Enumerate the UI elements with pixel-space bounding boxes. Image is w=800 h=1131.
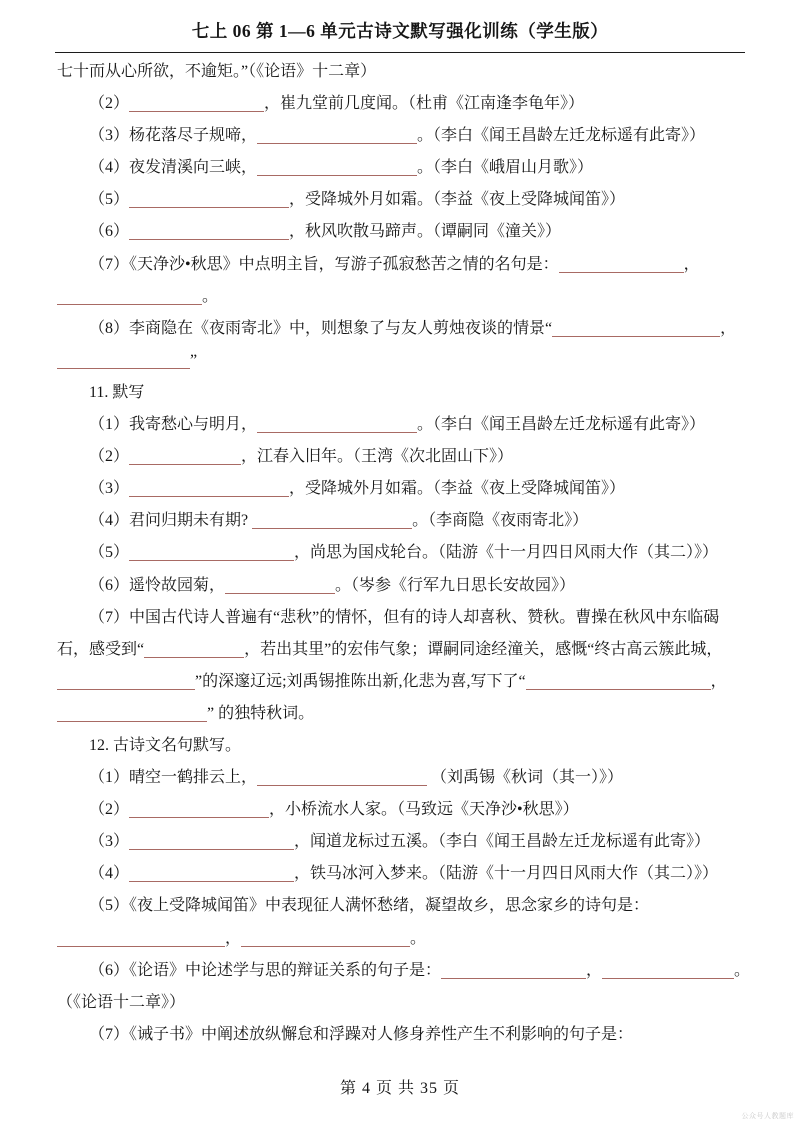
content-line xyxy=(57,281,750,313)
content-line xyxy=(57,184,750,216)
text-segment: （2） xyxy=(89,801,130,819)
text-segment: （5） xyxy=(89,191,130,209)
content-line xyxy=(57,88,750,120)
content-line xyxy=(57,120,750,152)
answer-blank xyxy=(129,463,241,465)
text-segment: （7）中国古代诗人普遍有“悲秋”的情怀，但有的诗人却喜秋、赞秋。曹操在秋风中东临碣 xyxy=(89,608,720,626)
answer-blank xyxy=(129,816,269,818)
text-segment: ， xyxy=(710,672,727,690)
answer-blank xyxy=(129,880,294,882)
answer-blank xyxy=(129,495,289,497)
text-segment: ，崔九堂前几度闻。（杜甫《江南逢李龟年》） xyxy=(264,95,585,113)
text-segment: （3） xyxy=(89,833,130,851)
content-line xyxy=(57,473,750,505)
answer-blank xyxy=(241,945,410,947)
text-segment: （7）《天净沙•秋思》中点明主旨，写游子孤寂愁苦之情的名句是： xyxy=(89,255,559,273)
content-line xyxy=(57,666,750,698)
text-segment: 。 xyxy=(410,929,427,947)
content-line xyxy=(57,987,750,1019)
content-line xyxy=(57,152,750,184)
answer-blank xyxy=(602,977,734,979)
answer-blank xyxy=(57,945,225,947)
watermark: 公众号人教题库 xyxy=(741,1112,794,1120)
text-segment: 石，感受到“ xyxy=(57,640,145,658)
text-segment: 。（李白《峨眉山月歌》） xyxy=(417,159,594,177)
content-line xyxy=(57,826,750,858)
text-segment: （5）《夜上受降城闻笛》中表现征人满怀愁绪，凝望故乡，思念家乡的诗句是： xyxy=(89,897,650,915)
content-line xyxy=(57,762,750,794)
text-segment: （4）君问归期未有期? xyxy=(89,512,253,530)
answer-blank xyxy=(257,174,417,176)
text-segment: （《论语十二章》） xyxy=(57,993,186,1011)
answer-blank xyxy=(57,688,195,690)
content-line xyxy=(57,794,750,826)
answer-blank xyxy=(129,559,294,561)
answer-blank xyxy=(257,784,427,786)
document-body xyxy=(57,56,750,1051)
content-line xyxy=(57,570,750,602)
content-line xyxy=(57,409,750,441)
text-segment: 。（李商隐《夜雨寄北》） xyxy=(412,512,589,530)
answer-blank xyxy=(57,303,202,305)
content-line xyxy=(57,56,750,88)
text-segment: 。 xyxy=(734,961,751,979)
text-segment: ，若出其里”的宏伟气象；谭嗣同途经潼关，感慨“终古高云簇此城， xyxy=(244,640,723,658)
answer-blank xyxy=(257,431,417,433)
content-line xyxy=(57,1019,750,1051)
header-rule xyxy=(55,52,745,53)
text-segment: ，江春入旧年。（王湾《次北固山下》） xyxy=(241,448,514,466)
answer-blank xyxy=(129,848,294,850)
text-segment: （1）晴空一鹤排云上， xyxy=(89,769,258,787)
content-line xyxy=(57,249,750,281)
text-segment: 。 xyxy=(202,287,219,305)
content-line xyxy=(57,634,750,666)
content-line xyxy=(57,923,750,955)
answer-blank xyxy=(129,206,289,208)
text-segment: ，闻道龙标过五溪。（李白《闻王昌龄左迁龙标遥有此寄》） xyxy=(294,833,711,851)
content-line xyxy=(57,602,750,634)
text-segment: ， xyxy=(720,319,737,337)
text-segment: ，秋风吹散马蹄声。（谭嗣同《潼关》） xyxy=(289,223,562,241)
text-segment: ， xyxy=(586,961,603,979)
content-line xyxy=(57,313,750,345)
text-segment: 12. 古诗文名句默写。 xyxy=(89,736,242,754)
text-segment: （4） xyxy=(89,865,130,883)
content-line xyxy=(57,858,750,890)
page-title: 七上 06 第 1—6 单元古诗文默写强化训练（学生版） xyxy=(191,21,609,41)
text-segment: 。（李白《闻王昌龄左迁龙标遥有此寄》） xyxy=(417,416,706,434)
text-segment: ，受降城外月如霜。（李益《夜上受降城闻笛》） xyxy=(289,480,626,498)
answer-blank xyxy=(257,142,417,144)
text-segment: （刘禹锡《秋词（其一）》） xyxy=(427,769,624,787)
text-segment: ，小桥流水人家。（马致远《天净沙•秋思》） xyxy=(269,801,579,819)
text-segment: 。（岑参《行军九日思长安故园》） xyxy=(335,576,576,594)
answer-blank xyxy=(129,110,264,112)
text-segment: （8）李商隐在《夜雨寄北》中，则想象了与友人剪烛夜谈的情景“ xyxy=(89,319,553,337)
text-segment: （5） xyxy=(89,544,130,562)
answer-blank xyxy=(559,271,684,273)
content-line xyxy=(57,537,750,569)
content-line xyxy=(57,890,750,922)
content-line xyxy=(57,377,750,409)
text-segment: ，铁马冰河入梦来。（陆游《十一月四日风雨大作（其二）》） xyxy=(294,865,719,883)
text-segment: ， xyxy=(225,929,242,947)
text-segment: （2） xyxy=(89,95,130,113)
answer-blank xyxy=(57,367,190,369)
answer-blank xyxy=(441,977,586,979)
text-segment: （3）杨花落尽子规啼， xyxy=(89,127,258,145)
answer-blank xyxy=(57,720,207,722)
text-segment: （6）遥怜故园菊， xyxy=(89,576,226,594)
text-segment: ” 的独特秋词。 xyxy=(207,704,315,722)
content-line xyxy=(57,505,750,537)
text-segment: （2） xyxy=(89,448,130,466)
text-segment: 七十而从心所欲，不逾矩。”（《论语》十二章） xyxy=(57,63,377,80)
content-line xyxy=(57,955,750,987)
text-segment: ， xyxy=(683,255,700,273)
text-segment: ，受降城外月如霜。（李益《夜上受降城闻笛》） xyxy=(289,191,626,209)
text-segment: （1）我寄愁心与明月， xyxy=(89,416,258,434)
text-segment: （4）夜发清溪向三峡， xyxy=(89,159,258,177)
text-segment: ” xyxy=(190,351,198,369)
text-segment: 。（李白《闻王昌龄左迁龙标遥有此寄》） xyxy=(417,127,706,145)
text-segment: （6） xyxy=(89,223,130,241)
content-line xyxy=(57,698,750,730)
answer-blank xyxy=(552,335,720,337)
text-segment: （7）《诫子书》中阐述放纵懈怠和浮躁对人修身养性产生不利影响的句子是： xyxy=(89,1025,634,1043)
text-segment: 11. 默写 xyxy=(89,383,145,401)
answer-blank xyxy=(225,592,335,594)
answer-blank xyxy=(252,527,412,529)
text-segment: （3） xyxy=(89,480,130,498)
text-segment: （6）《论语》中论述学与思的辩证关系的句子是： xyxy=(89,961,442,979)
content-line xyxy=(57,216,750,248)
text-segment: ，尚思为国戍轮台。（陆游《十一月四日风雨大作（其二）》） xyxy=(294,544,719,562)
text-segment: ”的深邃辽远;刘禹锡推陈出新,化悲为喜,写下了“ xyxy=(195,672,526,690)
answer-blank xyxy=(129,238,289,240)
page-number: 第 4 页 共 35 页 xyxy=(339,1080,460,1097)
answer-blank xyxy=(526,688,711,690)
content-line xyxy=(57,441,750,473)
answer-blank xyxy=(144,656,244,658)
content-line xyxy=(57,345,750,377)
content-line xyxy=(57,730,750,762)
